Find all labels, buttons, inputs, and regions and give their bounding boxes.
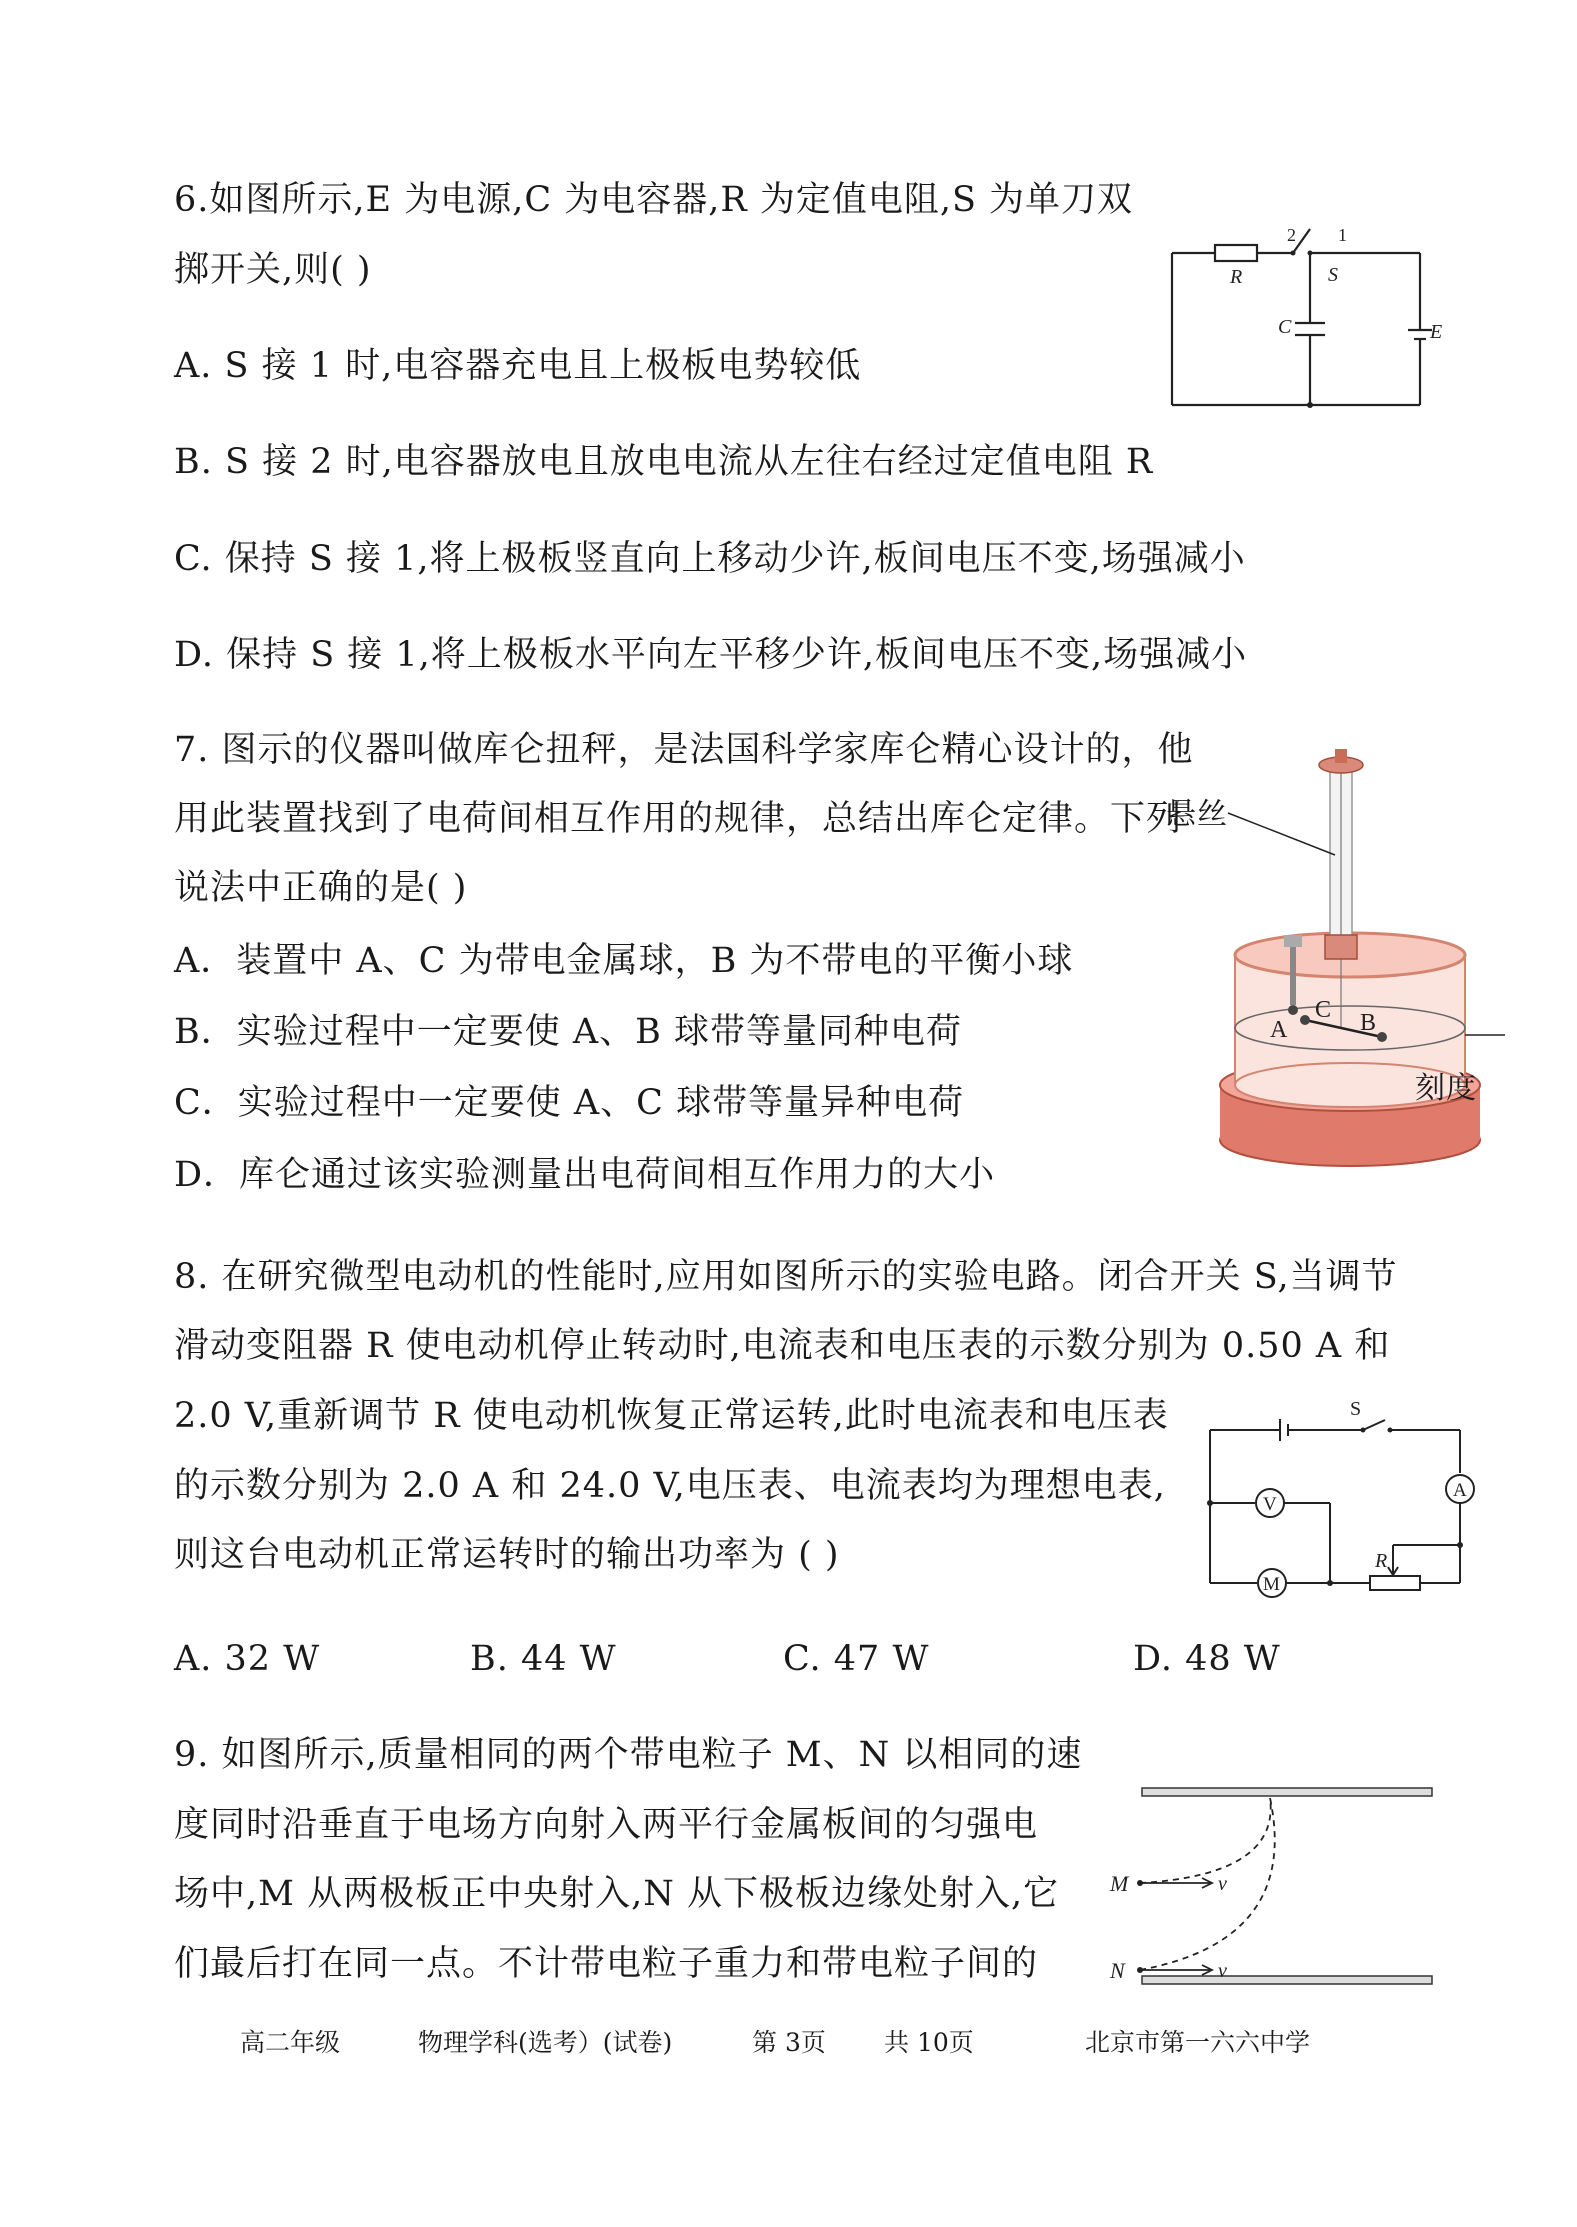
q7-option-b: B．实验过程中一定要使 A、B 球带等量同种电荷 xyxy=(174,1012,962,1052)
q7-stem-line-1: 7. 图示的仪器叫做库仑扭秤，是法国科学家库仑精心设计的，他 xyxy=(174,730,1194,770)
q7-label-c: C xyxy=(1315,997,1332,1023)
q6-label-terminal-2: 2 xyxy=(1287,225,1296,245)
q9-parallel-plates-figure xyxy=(1100,1780,1445,1995)
q8-option-a: A. 32 W xyxy=(174,1639,321,1679)
q6-option-d: D. 保持 S 接 1,将上极板水平向左平移少许,板间电压不变,场强减小 xyxy=(174,635,1248,675)
q7-label-scale: 刻度 xyxy=(1415,1071,1477,1106)
q6-option-a: A. S 接 1 时,电容器充电且上极板电势较低 xyxy=(174,346,862,386)
q8-label-ammeter: A xyxy=(1453,1480,1467,1501)
q7-option-a: A．装置中 A、C 为带电金属球，B 为不带电的平衡小球 xyxy=(174,941,1074,981)
q9-stem-line-3: 场中,M 从两极板正中央射入,N 从下极板边缘处射入,它 xyxy=(174,1874,1060,1914)
q7-option-d: D．库仑通过该实验测量出电荷间相互作用力的大小 xyxy=(174,1155,996,1195)
q8-label-s: S xyxy=(1350,1398,1362,1420)
q8-label-voltmeter: V xyxy=(1263,1494,1277,1515)
q9-label-v2: v xyxy=(1218,1960,1227,1982)
q6-label-terminal-1: 1 xyxy=(1338,225,1347,245)
q8-stem-line-3: 2.0 V,重新调节 R 使电动机恢复正常运转,此时电流表和电压表 xyxy=(174,1396,1169,1436)
q7-stem-line-2: 用此装置找到了电荷间相互作用的规律，总结出库仑定律。下列 xyxy=(174,799,1183,839)
q7-label-b: B xyxy=(1360,1010,1377,1036)
q8-circuit-figure xyxy=(1195,1395,1485,1595)
q8-stem-line-2: 滑动变阻器 R 使电动机停止转动时,电流表和电压表的示数分别为 0.50 A 和 xyxy=(174,1326,1391,1366)
q6-option-b: B. S 接 2 时,电容器放电且放电电流从左往右经过定值电阻 R xyxy=(174,442,1154,482)
lower-plate xyxy=(1142,1976,1432,1984)
q8-label-motor: M xyxy=(1263,1574,1280,1595)
q9-stem-line-4: 们最后打在同一点。不计带电粒子重力和带电粒子间的 xyxy=(174,1944,1039,1984)
q7-torsion-balance-figure xyxy=(1210,745,1510,1180)
q6-stem-line-1: 6.如图所示,E 为电源,C 为电容器,R 为定值电阻,S 为单刀双 xyxy=(174,180,1134,220)
footer-subject: 物理学科(选考）(试卷) xyxy=(418,2028,673,2057)
q8-label-r: R xyxy=(1375,1550,1388,1572)
footer-page-number: 第 3页 xyxy=(752,2028,826,2057)
q9-stem-line-1: 9. 如图所示,质量相同的两个带电粒子 M、N 以相同的速 xyxy=(174,1735,1083,1775)
q7-label-wire: 悬丝 xyxy=(1166,797,1228,832)
q8-stem-line-4: 的示数分别为 2.0 A 和 24.0 V,电压表、电流表均为理想电表, xyxy=(174,1466,1166,1506)
footer-grade: 高二年级 xyxy=(240,2028,341,2057)
q6-stem-line-2: 掷开关,则( ) xyxy=(174,250,372,290)
q8-option-d: D. 48 W xyxy=(1133,1639,1281,1679)
q8-stem-line-1: 8. 在研究微型电动机的性能时,应用如图所示的实验电路。闭合开关 S,当调节 xyxy=(174,1257,1398,1297)
q7-label-a: A xyxy=(1270,1017,1288,1043)
q6-label-s: S xyxy=(1328,264,1338,286)
q6-option-c: C. 保持 S 接 1,将上极板竖直向上移动少许,板间电压不变,场强减小 xyxy=(174,539,1246,579)
q9-label-m: M xyxy=(1110,1871,1129,1896)
q6-label-c: C xyxy=(1278,316,1292,338)
upper-plate xyxy=(1142,1788,1432,1796)
q8-option-b: B. 44 W xyxy=(470,1639,617,1679)
q7-stem-line-3: 说法中正确的是( ) xyxy=(174,868,468,908)
footer-school: 北京市第一六六中学 xyxy=(1085,2028,1311,2057)
q8-option-c: C. 47 W xyxy=(783,1639,930,1679)
q9-stem-line-2: 度同时沿垂直于电场方向射入两平行金属板间的匀强电 xyxy=(174,1805,1039,1845)
q7-option-c: C．实验过程中一定要使 A、C 球带等量异种电荷 xyxy=(174,1083,965,1123)
q6-label-r: R xyxy=(1230,266,1243,288)
footer-total-pages: 共 10页 xyxy=(884,2028,974,2057)
q6-circuit-figure xyxy=(1160,225,1443,425)
q9-label-n: N xyxy=(1110,1958,1125,1983)
q8-stem-line-5: 则这台电动机正常运转时的输出功率为 ( ) xyxy=(174,1535,840,1575)
q6-label-e: E xyxy=(1430,321,1443,343)
q9-label-v1: v xyxy=(1218,1873,1227,1895)
